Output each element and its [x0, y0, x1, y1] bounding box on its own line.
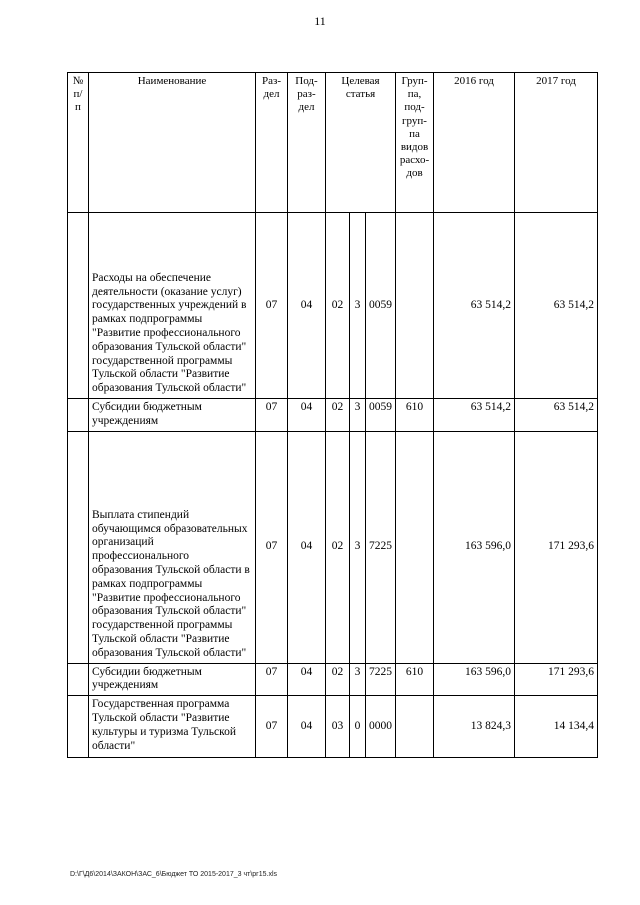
row-cs3: 7225: [366, 431, 396, 663]
row-cs1: 02: [326, 431, 350, 663]
row-cs2: 3: [350, 213, 366, 399]
row-podrazdel: 04: [288, 399, 326, 432]
header-podrazdel: Под-раз-дел: [288, 73, 326, 213]
row-name: Расходы на обеспечение деятельности (оказание услуг) государственных учреждений в рамках подпрограммы "Развитие профессионального образования Тульской области" государственной программы Тульской области "Развитие образования Тульской области": [89, 213, 256, 399]
row-gruppa: 610: [396, 663, 434, 696]
header-num: № п/п: [68, 73, 89, 213]
header-gruppa: Груп-па, под-груп-па видов расхо-дов: [396, 73, 434, 213]
header-2016: 2016 год: [434, 73, 515, 213]
row-gruppa: 610: [396, 399, 434, 432]
row-cs1: 02: [326, 399, 350, 432]
row-gruppa: [396, 431, 434, 663]
table-row: [68, 213, 598, 399]
row-name: Субсидии бюджетным учреждениям: [89, 663, 256, 696]
page-number: 11: [314, 14, 326, 28]
row-cs2: 0: [350, 696, 366, 758]
row-2016: 63 514,2: [434, 399, 515, 432]
row-razdel: 07: [256, 696, 288, 758]
row-razdel: 07: [256, 431, 288, 663]
table-row: [68, 696, 598, 758]
row-2017: 63 514,2: [515, 399, 598, 432]
row-2016: 163 596,0: [434, 663, 515, 696]
row-2017: 14 134,4: [515, 696, 598, 758]
row-name: Субсидии бюджетным учреждениям: [89, 399, 256, 432]
row-cs2: 3: [350, 663, 366, 696]
row-cs1: 03: [326, 696, 350, 758]
row-razdel: 07: [256, 213, 288, 399]
row-2017: 171 293,6: [515, 663, 598, 696]
row-2016: 13 824,3: [434, 696, 515, 758]
header-razdel: Раз-дел: [256, 73, 288, 213]
row-2017: 63 514,2: [515, 213, 598, 399]
table-row: [68, 431, 598, 663]
row-cs3: 7225: [366, 663, 396, 696]
row-2017: 171 293,6: [515, 431, 598, 663]
header-2017: 2017 год: [515, 73, 598, 213]
row-cs3: 0000: [366, 696, 396, 758]
budget-table: [67, 72, 598, 758]
row-gruppa: [396, 696, 434, 758]
row-cs1: 02: [326, 663, 350, 696]
footer-file-path: D:\Г\Д6\2014\ЗАКОН\ЗАС_6\Бюджет ТО 2015-2017_3 чт\рг15.xls: [70, 871, 278, 878]
row-name: Государственная программа Тульской области "Развитие культуры и туризма Тульской области": [89, 696, 256, 758]
header-row: [68, 73, 598, 213]
header-name: Наименование: [89, 73, 256, 213]
header-celevaya: Целевая статья: [326, 73, 396, 213]
row-podrazdel: 04: [288, 696, 326, 758]
row-cs2: 3: [350, 399, 366, 432]
row-cs3: 0059: [366, 213, 396, 399]
row-2016: 63 514,2: [434, 213, 515, 399]
row-razdel: 07: [256, 399, 288, 432]
row-podrazdel: 04: [288, 431, 326, 663]
row-cs1: 02: [326, 213, 350, 399]
row-cs2: 3: [350, 431, 366, 663]
row-cs3: 0059: [366, 399, 396, 432]
row-gruppa: [396, 213, 434, 399]
row-name: Выплата стипендий обучающимся образовательных организаций профессионального образования Тульской области в рамках подпрограммы "Развитие профессионального образования Тульской области" государственной программы Тульской области "Развитие образования Тульской области": [89, 431, 256, 663]
table-row: [68, 399, 598, 432]
row-podrazdel: 04: [288, 663, 326, 696]
row-podrazdel: 04: [288, 213, 326, 399]
row-2016: 163 596,0: [434, 431, 515, 663]
row-razdel: 07: [256, 663, 288, 696]
table-row: [68, 663, 598, 696]
